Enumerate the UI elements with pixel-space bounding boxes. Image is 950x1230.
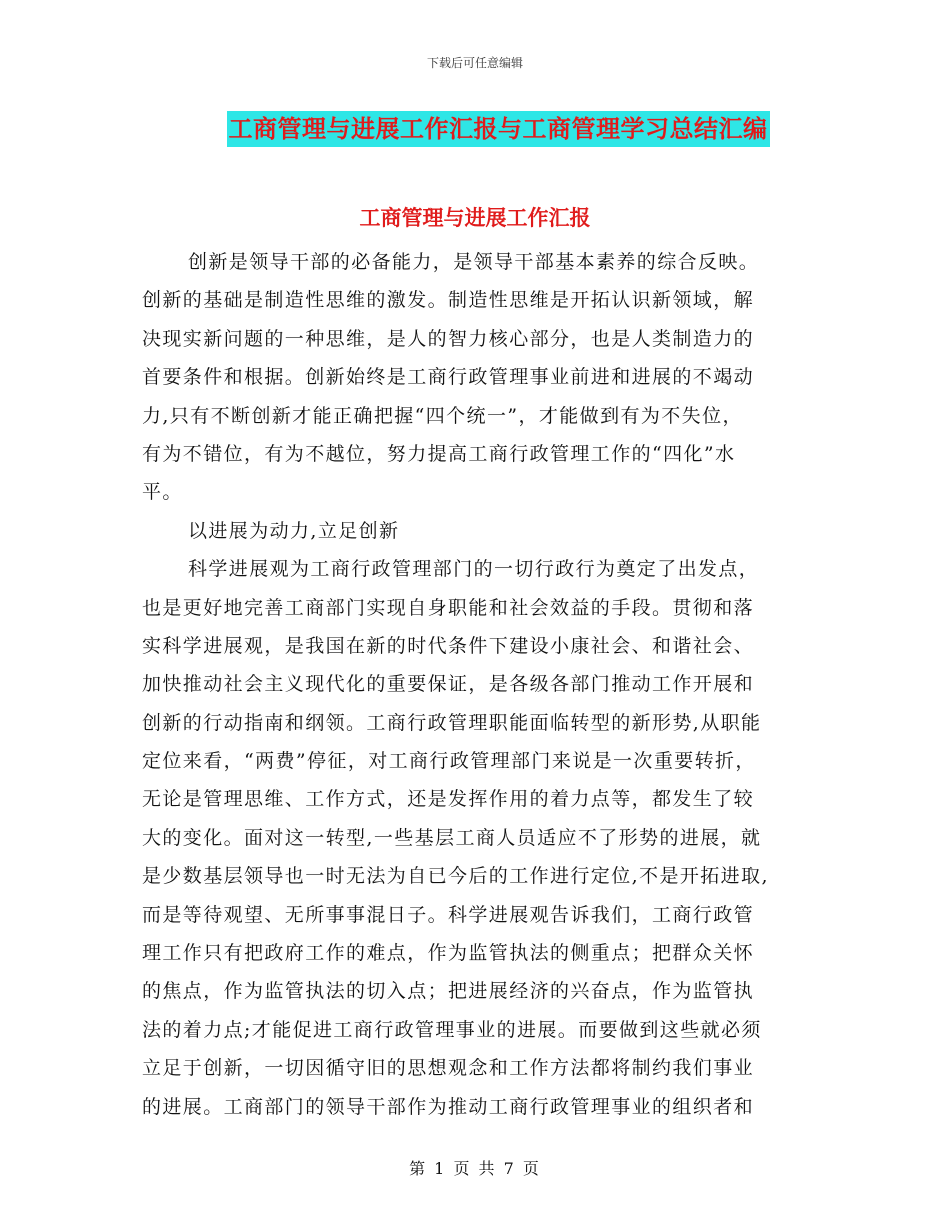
text-line: 力,只有不断创新才能正确把握“四个统一”，才能做到有为不失位， xyxy=(142,404,743,427)
document-title: 工商管理与进展工作汇报与工商管理学习总结汇编 xyxy=(227,111,770,147)
text-line: 决现实新问题的一种思维，是人的智力核心部分，也是人类制造力的 xyxy=(142,327,755,350)
text-line: 是少数基层领导也一时无法为自已今后的工作进行定位,不是开拓进取, xyxy=(142,865,769,888)
text-line: 加快推动社会主义现代化的重要保证，是各级各部门推动工作开展和 xyxy=(142,673,755,696)
body-text xyxy=(142,243,808,1126)
text-line: 创新的行动指南和纲领。工商行政管理职能面临转型的新形势,从职能 xyxy=(142,711,762,734)
text-line: 立足于创新，一切因循守旧的思想观念和工作方法都将制约我们事业 xyxy=(142,1057,755,1080)
text-line: 创新是领导干部的必备能力，是领导干部基本素养的综合反映。 xyxy=(188,251,760,273)
text-line: 实科学进展观，是我国在新的时代条件下建设小康社会、和谐社会、 xyxy=(142,634,755,657)
text-line: 以进展为动力,立足创新 xyxy=(188,519,400,542)
page-footer: 第 1 页 共 7 页 xyxy=(409,1159,541,1178)
text-line: 而是等待观望、无所事事混日子。科学进展观告诉我们，工商行政管 xyxy=(142,903,755,926)
text-line: 大的变化。面对这一转型,一些基层工商人员适应不了形势的进展，就 xyxy=(142,826,762,849)
text-line: 无论是管理思维、工作方式，还是发挥作用的着力点等，都发生了较 xyxy=(142,788,755,811)
text-line: 创新的基础是制造性思维的激发。制造性思维是开拓认识新领域，解 xyxy=(142,289,755,312)
text-line: 有为不错位，有为不越位，努力提高工商行政管理工作的“四化”水 xyxy=(142,442,736,465)
text-line: 法的着力点;才能促进工商行政管理事业的进展。而要做到这些就必须 xyxy=(142,1018,762,1041)
text-line: 定位来看，“两费”停征，对工商行政管理部门来说是一次重要转折， xyxy=(142,750,756,773)
page-header-note: 下载后可任意编辑 xyxy=(426,56,523,70)
text-line: 平。 xyxy=(142,481,183,504)
text-line: 理工作只有把政府工作的难点，作为监管执法的侧重点；把群众关怀 xyxy=(142,942,755,965)
text-line: 的进展。工商部门的领导干部作为推动工商行政管理事业的组织者和 xyxy=(142,1095,755,1118)
text-line: 首要条件和根据。创新始终是工商行政管理事业前进和进展的不竭动 xyxy=(142,366,755,389)
text-line: 的焦点，作为监管执法的切入点；把进展经济的兴奋点，作为监管执 xyxy=(142,980,755,1003)
text-line: 也是更好地完善工商部门实现自身职能和社会效益的手段。贯彻和落 xyxy=(142,596,755,619)
section-title: 工商管理与进展工作汇报 xyxy=(359,205,591,230)
text-line: 科学进展观为工商行政管理部门的一切行政行为奠定了出发点， xyxy=(188,558,760,581)
main-title-container xyxy=(0,111,950,147)
